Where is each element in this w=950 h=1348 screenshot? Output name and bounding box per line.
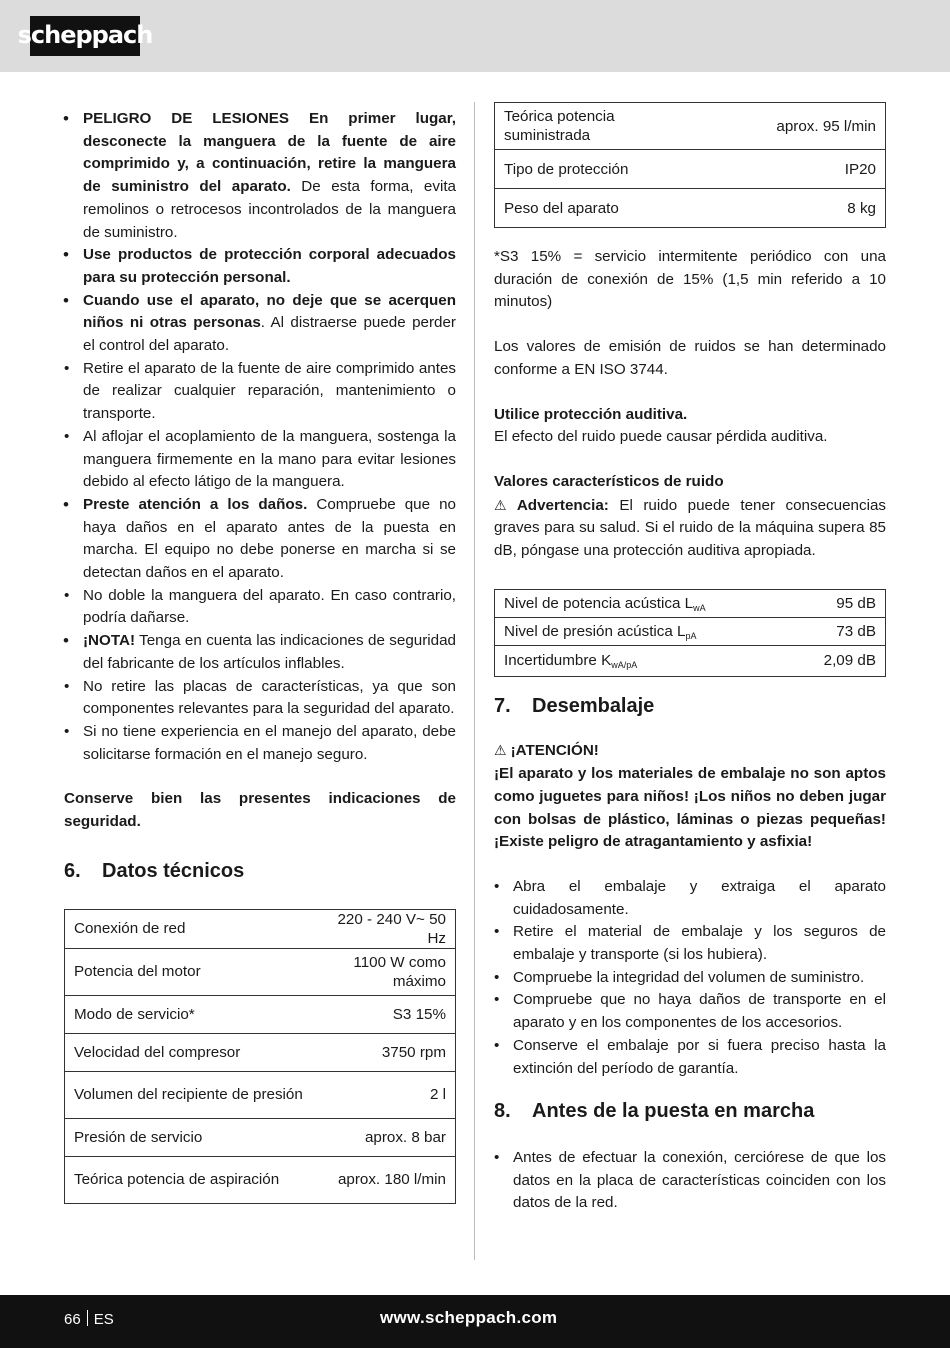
table-row: Velocidad del compresor 3750 rpm — [65, 1033, 456, 1071]
list-item: • Retire el aparato de la fuente de aire comprimido antes de realizar cualquier reparación, mantenimiento o transporte. — [64, 359, 456, 423]
list-item: • Cuando use el aparato, no deje que se acerquen niños ni otras personas. Al distraerse puede perder el control del aparato. — [63, 290, 456, 355]
list-item: • Antes de efectuar la conexión, cerciórese de que los datos en la placa de características coinciden con los datos de la red. — [494, 1148, 886, 1212]
attention-title: ⚠ ¡ATENCIÓN! — [494, 742, 599, 760]
unpacking-list — [494, 876, 886, 1080]
list-item: • Al aflojar el acoplamiento de la manguera, sostenga la manguera firmemente en la mano para evitar lesiones debido al efecto látigo de la manguera. — [64, 427, 456, 491]
list-item: • Preste atención a los daños. Compruebe que no haya daños en el aparato antes de la puesta en marcha. El equipo no debe ponerse en marcha si se detectan daños en el aparato. — [63, 494, 456, 582]
table-row: Teórica potencia suministrada aprox. 95 l/min — [495, 103, 886, 150]
hearing-protection-text: El efecto del ruido puede causar pérdida auditiva. — [494, 428, 828, 446]
table-row: Nivel de potencia acústica $L_{wA}$ 95 dB — [495, 589, 886, 617]
website-url: www.scheppach.com — [380, 1308, 558, 1327]
warning-triangle-icon: ⚠ — [494, 496, 513, 513]
footer-band — [0, 1295, 950, 1348]
startup-list — [494, 1147, 886, 1215]
list-item: • ¡NOTA! Tenga en cuenta las indicaciones de seguridad del fabricante de los artículos inflables. — [63, 631, 456, 672]
list-item: • Use productos de protección corporal adecuados para su protección personal. — [63, 245, 456, 286]
keep-instructions-note: Conserve bien las presentes indicaciones de seguridad. — [64, 790, 456, 831]
left-column — [64, 108, 456, 1204]
tech-specs-table-continued — [494, 102, 886, 228]
warning-triangle-icon: ⚠ — [494, 742, 507, 759]
noise-warning: ⚠ Advertencia: El ruido puede tener consecuencias graves para su salud. Si el ruido de la máquina supera 85 dB, póngase una protección auditiva apropiada. — [494, 496, 886, 560]
list-item: • Compruebe la integridad del volumen de suministro. — [494, 968, 865, 986]
safety-list — [64, 108, 456, 766]
table-row: Volumen del recipiente de presión 2 l — [65, 1071, 456, 1118]
section-heading-7: 7. Desembalaje — [494, 694, 655, 717]
table-row: Peso del aparato 8 kg — [495, 189, 886, 228]
right-column — [494, 102, 886, 1215]
attention-text: ¡El aparato y los materiales de embalaje no son aptos como juguetes para niños! ¡Los niños no deben jugar con bolsas de plástico, láminas o piezas pequeñas! ¡Existe peligro de atragantamiento y asfixia! — [494, 765, 886, 851]
noise-values-table — [494, 589, 886, 677]
list-item: • Retire el material de embalaje y los seguros de embalaje y transporte (si los hubiera). — [494, 923, 886, 964]
list-item: • No doble la manguera del aparato. En caso contrario, podría dañarse. — [64, 586, 456, 627]
section-heading-8: 8. Antes de la puesta en marcha — [494, 1100, 815, 1123]
table-row: Conexión de red 220 - 240 V~ 50 Hz — [65, 909, 456, 948]
hearing-protection-title: Utilice protección auditiva. — [494, 405, 688, 423]
list-item: • Abra el embalaje y extraiga el aparato cuidadosamente. — [494, 877, 886, 918]
noise-emission-note: Los valores de emisión de ruidos se han determinado conforme a EN ISO 3744. — [494, 338, 886, 378]
table-row: Nivel de presión acústica $L_{pA}$ 73 dB — [495, 617, 886, 645]
page-number: 66 ES — [64, 1311, 114, 1328]
table-row: Incertidumbre $K_{wA/pA}$ 2,09 dB — [495, 645, 886, 676]
list-item: • No retire las placas de características, ya que son componentes relevantes para la seguridad del aparato. — [64, 677, 456, 718]
list-item: • Compruebe que no haya daños de transporte en el aparato y en los componentes de los accesorios. — [494, 991, 886, 1032]
column-divider — [474, 102, 475, 1260]
brand-logo: scheppach — [30, 16, 140, 56]
table-row: Teórica potencia de aspiración aprox. 180 l/min — [65, 1156, 456, 1203]
list-item: • Conserve el embalaje por si fuera preciso hasta la extinción del período de garantía. — [494, 1036, 886, 1077]
noise-values-heading: Valores característicos de ruido — [494, 472, 724, 490]
table-row: Tipo de protección IP20 — [495, 150, 886, 189]
list-item: • PELIGRO DE LESIONES En primer lugar, desconecte la manguera de la fuente de aire comprimido y, a continuación, retire la manguera de suministro del aparato. De esta forma, evita remolinos o retrocesos incontrolados de la manguera de suministro. — [63, 109, 456, 241]
tech-specs-table — [64, 909, 456, 1204]
section-heading-6: 6. Datos técnicos — [64, 859, 245, 882]
s3-footnote: *S3 15% = servicio intermitente periódico con una duración de conexión de 15% (1,5 min referido a 10 minutos) — [494, 248, 886, 311]
list-item: • Si no tiene experiencia en el manejo del aparato, debe solicitarse formación en el manejo seguro. — [64, 722, 456, 763]
table-row: Modo de servicio* S3 15% — [65, 995, 456, 1033]
table-row: Potencia del motor 1100 W como máximo — [65, 948, 456, 995]
table-row: Presión de servicio aprox. 8 bar — [65, 1118, 456, 1156]
